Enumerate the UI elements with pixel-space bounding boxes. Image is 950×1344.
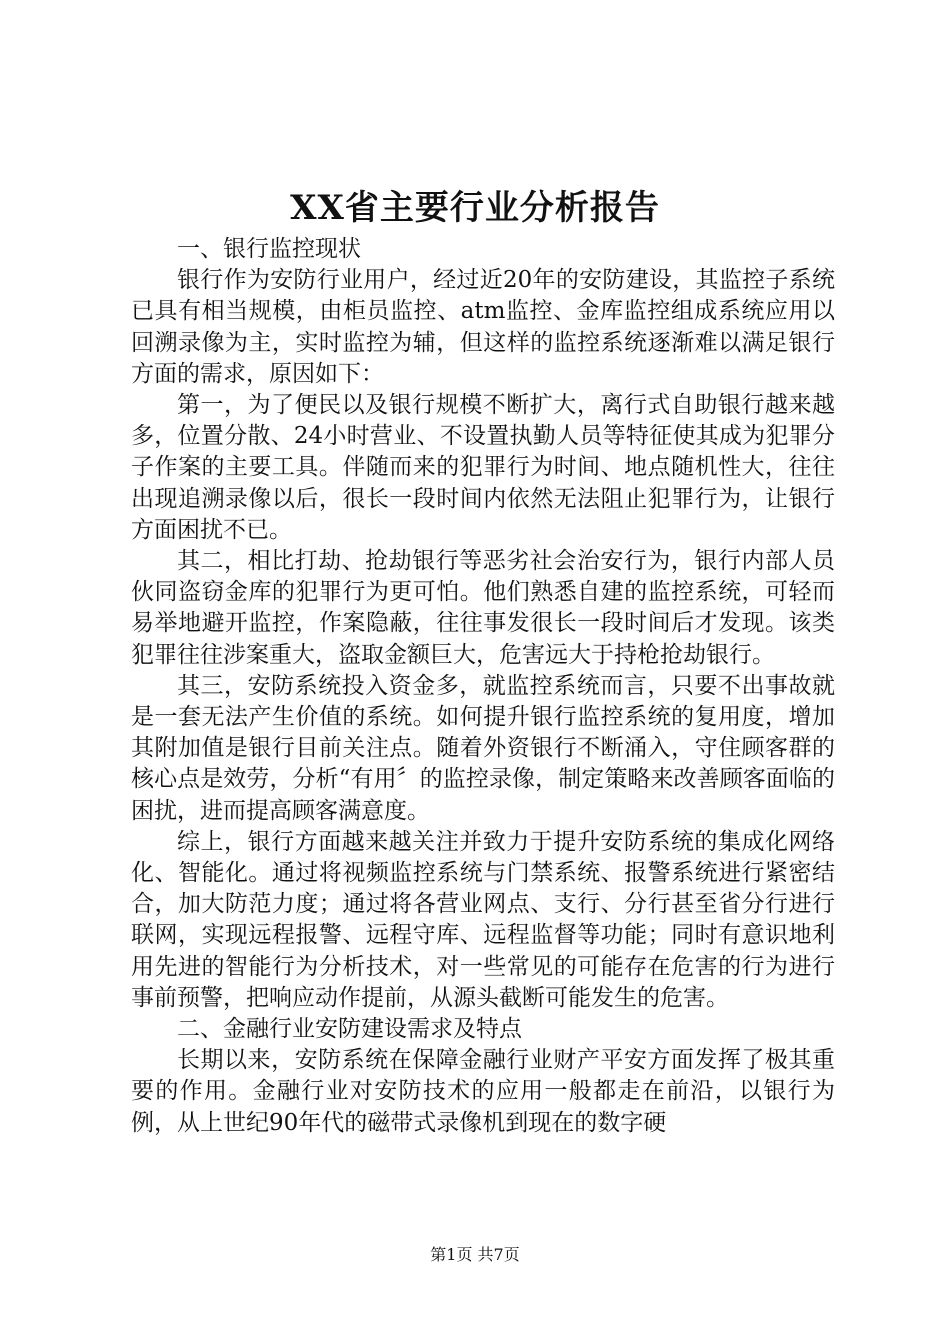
body-paragraph: 银行作为安防行业用户，经过近20年的安防建设，其监控子系统已具有相当规模，由柜员监控、atm监控、金库监控组成系统应用以回溯录像为主，实时监控为辅，但这样的监控系统逐渐难以满足银行方面的需求，原因如下： xyxy=(131,267,835,387)
section-heading-2: 二、金融行业安防建设需求及特点 xyxy=(177,1016,522,1043)
document-title: XX省主要行业分析报告 xyxy=(290,188,660,228)
body-paragraph: 综上，银行方面越来越关注并致力于提升安防系统的集成化网络化、智能化。通过将视频监控系统与门禁系统、报警系统进行紧密结合，加大防范力度；通过将各营业网点、支行、分行甚至省分行进行联网，实现远程报警、远程守库、远程监督等功能；同时有意识地利用先进的智能行为分析技术，对一些常见的可能存在危害的行为进行事前预警，把响应动作提前，从源头截断可能发生的危害。 xyxy=(131,828,835,1011)
section-heading-1: 一、银行监控现状 xyxy=(177,236,361,262)
body-paragraph: 其三，安防系统投入资金多，就监控系统而言，只要不出事故就是一套无法产生价值的系统。如何提升银行监控系统的复用度，增加其附加值是银行目前关注点。随着外资银行不断涌入，守住顾客群的核心点是效劳，分析“有用〞的监控录像，制定策略来改善顾客面临的困扰，进而提高顾客满意度。 xyxy=(131,672,835,824)
document-body xyxy=(131,234,835,1139)
page-number-footer: 第1页 共7页 xyxy=(430,1245,520,1264)
body-paragraph: 长期以来，安防系统在保障金融行业财产平安方面发挥了极其重要的作用。金融行业对安防技术的应用一般都走在前沿，以银行为例，从上世纪90年代的磁带式录像机到现在的数字硬 xyxy=(131,1047,835,1136)
body-paragraph: 其二，相比打劫、抢劫银行等恶劣社会治安行为，银行内部人员伙同盗窃金库的犯罪行为更可怕。他们熟悉自建的监控系统，可轻而易举地避开监控，作案隐蔽，往往事发很长一段时间后才发现。该类犯罪往往涉案重大，盗取金额巨大，危害远大于持枪抢劫银行。 xyxy=(131,548,835,668)
body-paragraph: 第一，为了便民以及银行规模不断扩大，离行式自助银行越来越多，位置分散、24小时营业、不设置执勤人员等特征使其成为犯罪分子作案的主要工具。伴随而来的犯罪行为时间、地点随机性大，往往出现追溯录像以后，很长一段时间内依然无法阻止犯罪行为，让银行方面困扰不已。 xyxy=(131,392,835,543)
